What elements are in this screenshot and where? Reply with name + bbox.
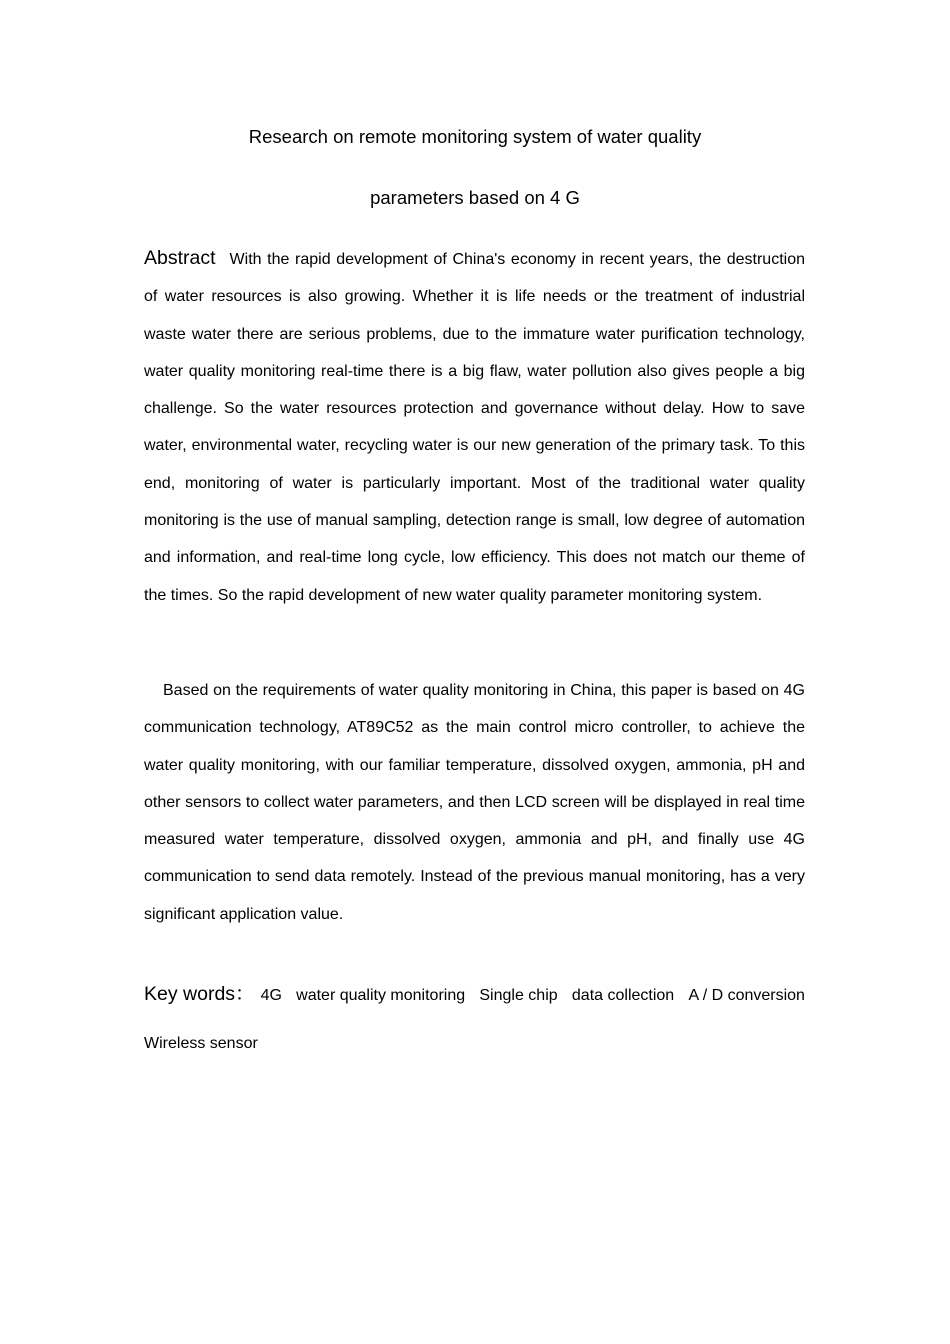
paper-title-line-1: Research on remote monitoring system of water quality: [248, 126, 702, 147]
body-paragraph: Based on the requirements of water quality monitoring in China, this paper is based on 4G communication technology, AT89C52 as the main control micro controller, to achieve the water quality monitoring, with our familiar temperature, dissolved oxygen, ammonia, pH and other sensors to collect water parameters, and then LCD screen will be displayed in real time measured water temperature, dissolved oxygen, ammonia and pH, and finally use 4G communication to send data remotely. Instead of the previous manual monitoring, has a very significant application value.: [144, 682, 805, 923]
keywords-label: Key words: [144, 983, 236, 1005]
keyword-item: water quality monitoring: [296, 987, 466, 1004]
keyword-item: Wireless sensor: [144, 1035, 258, 1052]
keywords-row-2: [144, 1020, 805, 1068]
abstract-text: With the rapid development of China's economy in recent years, the destruction of water resources is also growing. Whether it is life needs or the treatment of industrial waste water there are serious problems, due to the immature water purification technology, water quality monitoring real-time there is a big flaw, water pollution also gives people a big challenge. So the water resources protection and governance without delay. How to save water, environmental water, recycling water is our new generation of the primary task. To this end, monitoring of water is particularly important. Most of the traditional water quality monitoring is the use of manual sampling, detection range is small, low degree of automation and information, and real-time long cycle, low efficiency. This does not match our theme of the times. So the rapid development of new water quality parameter monitoring system.: [144, 251, 805, 604]
abstract-paragraph: [144, 240, 805, 614]
keyword-item: data collection: [571, 987, 675, 1004]
keyword-item: Single chip: [479, 987, 558, 1004]
keyword-item: A / D conversion: [688, 987, 805, 1004]
paper-title-line-2: parameters based on 4 G: [370, 187, 580, 208]
abstract-label: Abstract: [144, 247, 216, 269]
keyword-item: 4G: [260, 987, 282, 1004]
keywords-section: [144, 970, 805, 1068]
keywords-colon: ：: [235, 983, 255, 1005]
keywords-row-1: [144, 970, 805, 1020]
